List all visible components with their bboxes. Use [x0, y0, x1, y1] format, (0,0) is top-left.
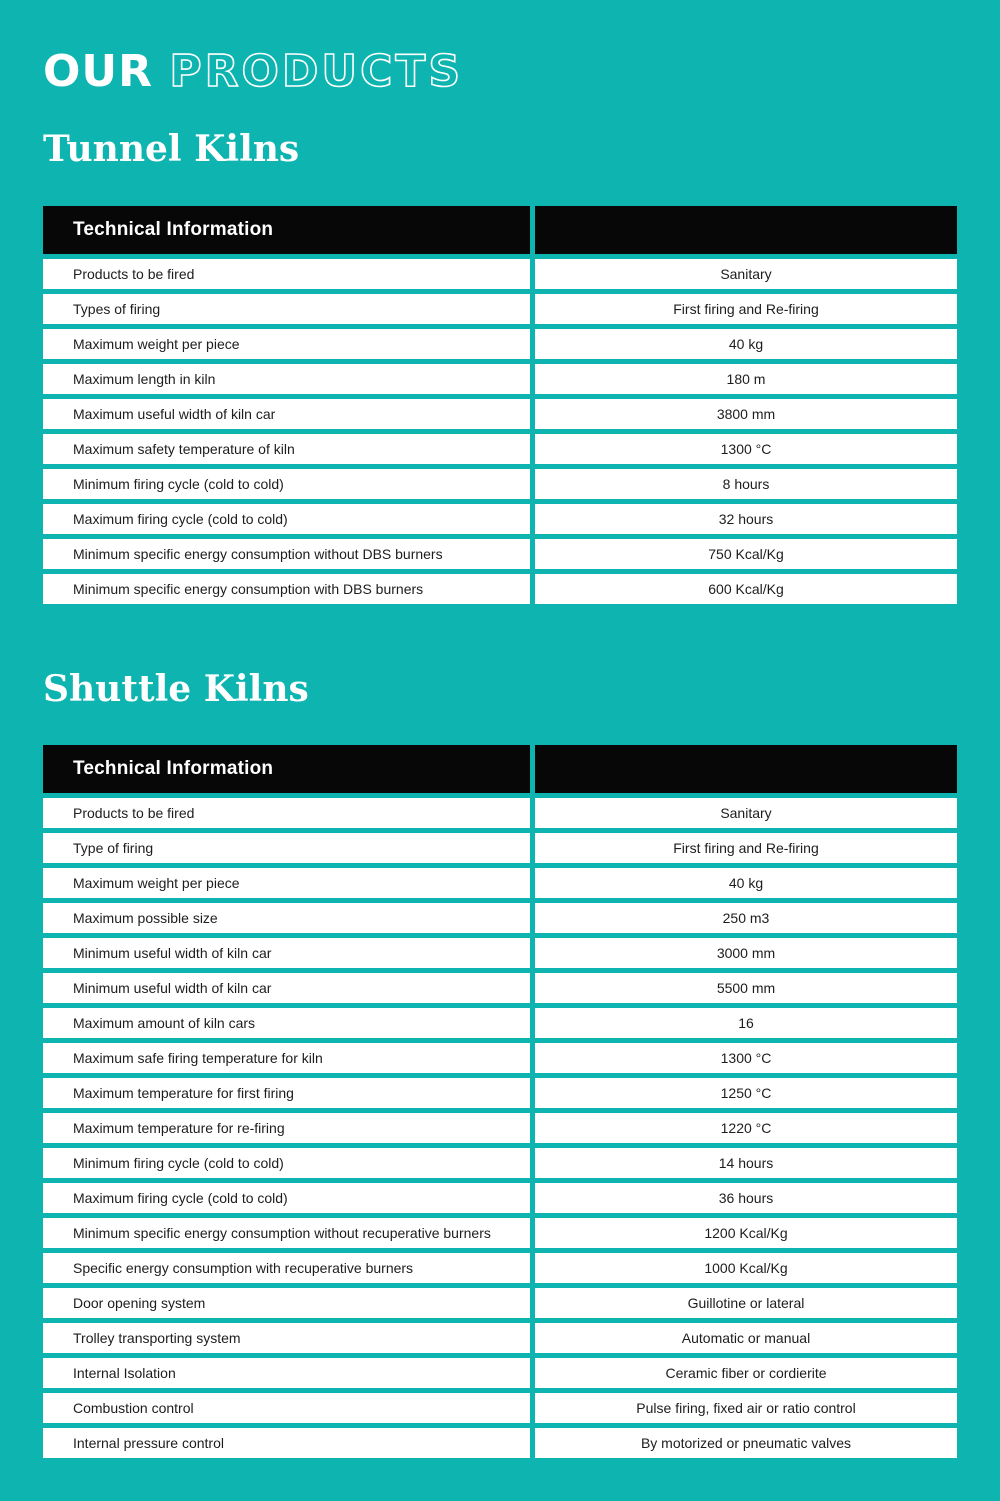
row-value: 1200 Kcal/Kg	[535, 1218, 957, 1248]
row-value: Guillotine or lateral	[535, 1288, 957, 1318]
row-value: Ceramic fiber or cordierite	[535, 1358, 957, 1388]
row-value: 40 kg	[535, 868, 957, 898]
row-value: 32 hours	[535, 504, 957, 534]
row-value: 1220 °C	[535, 1113, 957, 1143]
table-header-right	[535, 206, 957, 254]
row-value: 180 m	[535, 364, 957, 394]
row-label: Combustion control	[43, 1393, 530, 1423]
row-label: Products to be fired	[43, 259, 530, 289]
row-label: Minimum useful width of kiln car	[43, 973, 530, 1003]
row-label: Maximum temperature for re-firing	[43, 1113, 530, 1143]
row-value: 250 m3	[535, 903, 957, 933]
row-value: 3800 mm	[535, 399, 957, 429]
row-value: 1250 °C	[535, 1078, 957, 1108]
row-label: Minimum firing cycle (cold to cold)	[43, 469, 530, 499]
row-value: 3000 mm	[535, 938, 957, 968]
page-title-outline: PRODUCTS	[169, 46, 464, 97]
page-title	[43, 0, 957, 97]
table-header-left	[43, 206, 530, 254]
row-label: Minimum specific energy consumption without recuperative burners	[43, 1218, 530, 1248]
row-label: Specific energy consumption with recuperative burners	[43, 1253, 530, 1283]
row-value: 40 kg	[535, 329, 957, 359]
row-label: Maximum amount of kiln cars	[43, 1008, 530, 1038]
tunnel-kilns-table	[43, 206, 957, 604]
section-heading-tunnel-kilns: Tunnel Kilns	[43, 128, 300, 170]
row-label: Maximum firing cycle (cold to cold)	[43, 1183, 530, 1213]
row-label: Maximum useful width of kiln car	[43, 399, 530, 429]
row-label: Minimum specific energy consumption without DBS burners	[43, 539, 530, 569]
row-value: 1000 Kcal/Kg	[535, 1253, 957, 1283]
page-title-solid: OUR	[43, 46, 154, 97]
row-label: Maximum possible size	[43, 903, 530, 933]
row-label: Maximum weight per piece	[43, 868, 530, 898]
row-label: Maximum firing cycle (cold to cold)	[43, 504, 530, 534]
table-header-right	[535, 745, 957, 793]
row-label: Maximum length in kiln	[43, 364, 530, 394]
row-label: Door opening system	[43, 1288, 530, 1318]
row-value: Sanitary	[535, 259, 957, 289]
row-value: 16	[535, 1008, 957, 1038]
row-label: Products to be fired	[43, 798, 530, 828]
row-label: Minimum firing cycle (cold to cold)	[43, 1148, 530, 1178]
section-heading-shuttle-kilns: Shuttle Kilns	[43, 667, 309, 710]
row-label: Types of firing	[43, 294, 530, 324]
row-label: Type of firing	[43, 833, 530, 863]
row-label: Internal Isolation	[43, 1358, 530, 1388]
row-label: Trolley transporting system	[43, 1323, 530, 1353]
row-value: 14 hours	[535, 1148, 957, 1178]
row-label: Maximum weight per piece	[43, 329, 530, 359]
table-header-label: Technical Information	[73, 218, 274, 240]
row-label: Minimum specific energy consumption with DBS burners	[43, 574, 530, 604]
row-value: First firing and Re-firing	[535, 294, 957, 324]
row-value: 36 hours	[535, 1183, 957, 1213]
row-value: 5500 mm	[535, 973, 957, 1003]
row-value: 750 Kcal/Kg	[535, 539, 957, 569]
table-header-left	[43, 745, 530, 793]
row-value: Sanitary	[535, 798, 957, 828]
row-label: Maximum temperature for first firing	[43, 1078, 530, 1108]
row-value: Pulse firing, fixed air or ratio control	[535, 1393, 957, 1423]
row-value: 1300 °C	[535, 1043, 957, 1073]
row-value: 1300 °C	[535, 434, 957, 464]
row-value: 8 hours	[535, 469, 957, 499]
row-label: Internal pressure control	[43, 1428, 530, 1458]
row-label: Maximum safe firing temperature for kiln	[43, 1043, 530, 1073]
table-header-label: Technical Information	[73, 758, 274, 780]
shuttle-kilns-table	[43, 745, 957, 1458]
row-value: First firing and Re-firing	[535, 833, 957, 863]
row-label: Minimum useful width of kiln car	[43, 938, 530, 968]
row-value: 600 Kcal/Kg	[535, 574, 957, 604]
row-value: By motorized or pneumatic valves	[535, 1428, 957, 1458]
row-label: Maximum safety temperature of kiln	[43, 434, 530, 464]
row-value: Automatic or manual	[535, 1323, 957, 1353]
